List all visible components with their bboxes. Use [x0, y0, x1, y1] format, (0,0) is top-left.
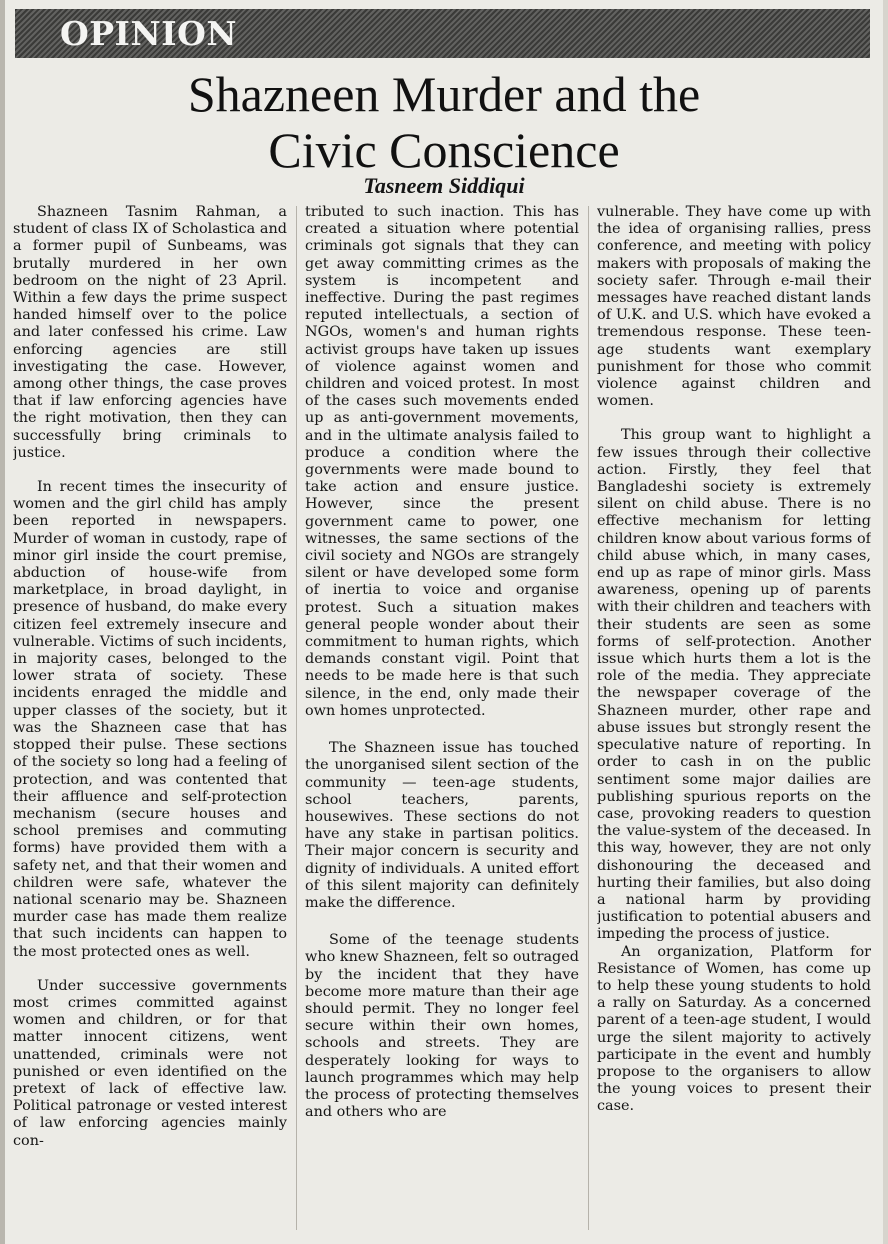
- paragraph: This group want to highlight a few issues through their collective action. Firstly, they feel that Bangladeshi society is extremely silent on child abuse. There is no effective mechanism for letting children know about various forms of child abuse which, in many cases, end up as rape of minor girls. Mass awareness, opening up of parents with their children and teachers with their students are seen as some forms of self-protection. Another issue which hurts them a lot is the role of the media. They appreciate the newspaper coverage of the Shazneen murder, other rape and abuse issues but strongly resent the speculative nature of reporting. In order to cash in on the public sentiment some major dailies are publishing spurious reports on the case, provoking readers to question the value-system of the deceased. In this way, however, they are not only dishonouring the deceased and hurting their families, but also doing a national harm by providing justification to potential abusers and impeding the process of justice.: [597, 427, 871, 943]
- section-label: OPINION: [60, 14, 238, 53]
- section-banner: [15, 9, 870, 58]
- column-divider: [588, 206, 589, 1230]
- author-byline: Tasneem Siddiqui: [363, 173, 525, 198]
- paragraph: Some of the teenage students who knew Shazneen, felt so outraged by the incident that they have become more mature than their age should permit. They no longer feel secure within their own homes, schools and streets. They are desperately looking for ways to launch programmes which may help the process of protecting themselves and others who are: [305, 932, 579, 1121]
- paragraph: An organization, Platform for Resistance of Women, has come up to help these young students to hold a rally on Saturday. As a concerned parent of a teen-age student, I would urge the silent majority to actively participate in the event and humbly propose to the organisers to allow the young voices to present their case.: [597, 943, 871, 1115]
- headline-line-2: Civic Conscience: [268, 122, 620, 178]
- paragraph: Shazneen Tasnim Rahman, a student of class IX of Scholastica and a former pupil of Sunbeams, was brutally murdered in her own bedroom on the night of 23 April. Within a few days the prime suspect handed himself over to the police and later confessed his crime. Law enforcing agencies are still investigating the case. However, among other things, the case proves that if law enforcing agencies have the right motivation, then they can successfully bring criminals to justice.: [13, 204, 287, 461]
- article-column-3: [597, 204, 871, 1234]
- paragraph: tributed to such inaction. This has created a situation where potential criminals got signals that they can get away committing crimes as the system is incompetent and ineffective. During the past regimes reputed intellectuals, a section of NGOs, women's and human rights activist groups have taken up issues of violence against women and children and voiced protest. In most of the cases such movements ended up as anti-government movements, and in the ultimate analysis failed to produce a condition where the governments were made bound to take action and ensure justice. However, since the present government came to power, one witnesses, the same sections of the civil society and NGOs are strangely silent or have developed some form of inertia to voice and organise protest. Such a situation makes general people wonder about their commitment to human rights, which demands constant vigil. Point that needs to be made here is that such silence, in the end, only made their own homes unprotected.: [305, 204, 579, 719]
- paragraph: The Shazneen issue has touched the unorganised silent section of the community — teen-age students, school teachers, parents, housewives. These sections do not have any stake in partisan politics. Their major concern is security and dignity of individuals. A united effort of this silent majority can definitely make the difference.: [305, 740, 579, 911]
- paragraph: Under successive governments most crimes committed against women and children, or for that matter innocent citizens, went unattended, criminals were not punished or even identified on the pretext of lack of effective law. Political patronage or vested interest of law enforcing agencies mainly con-: [13, 977, 287, 1149]
- paragraph: In recent times the insecurity of women and the girl child has amply been reported in newspapers. Murder of woman in custody, rape of minor girl inside the court premise, abduction of house-wife from marketplace, in broad daylight, in presence of husband, do make every citizen feel extremely insecure and vulnerable. Victims of such incidents, in majority cases, belonged to the lower strata of society. These incidents enraged the middle and upper classes of the society, but it was the Shazneen case that has stopped their pulse. These sections of the society so long had a feeling of protection, and was contented that their affluence and self-protection mechanism (secure houses and school premises and commuting forms) have provided them with a safety net, and that their women and children were safe, whatever the national scenario may be. Shazneen murder case has made them realize that such incidents can happen to the most protected ones as well.: [13, 479, 287, 960]
- article-column-2: [305, 204, 579, 1234]
- headline-line-1: Shazneen Murder and the: [187, 66, 701, 122]
- column-divider: [296, 206, 297, 1230]
- article-column-1: [13, 204, 287, 1234]
- article-headline: [0, 66, 888, 178]
- paragraph: vulnerable. They have come up with the idea of organising rallies, press conference, and meeting with policy makers with proposals of making the society safer. Through e-mail their messages have reached distant lands of U.K. and U.S. which have evoked a tremendous response. These teen-age students want exemplary punishment for those who commit violence against children and women.: [597, 204, 871, 410]
